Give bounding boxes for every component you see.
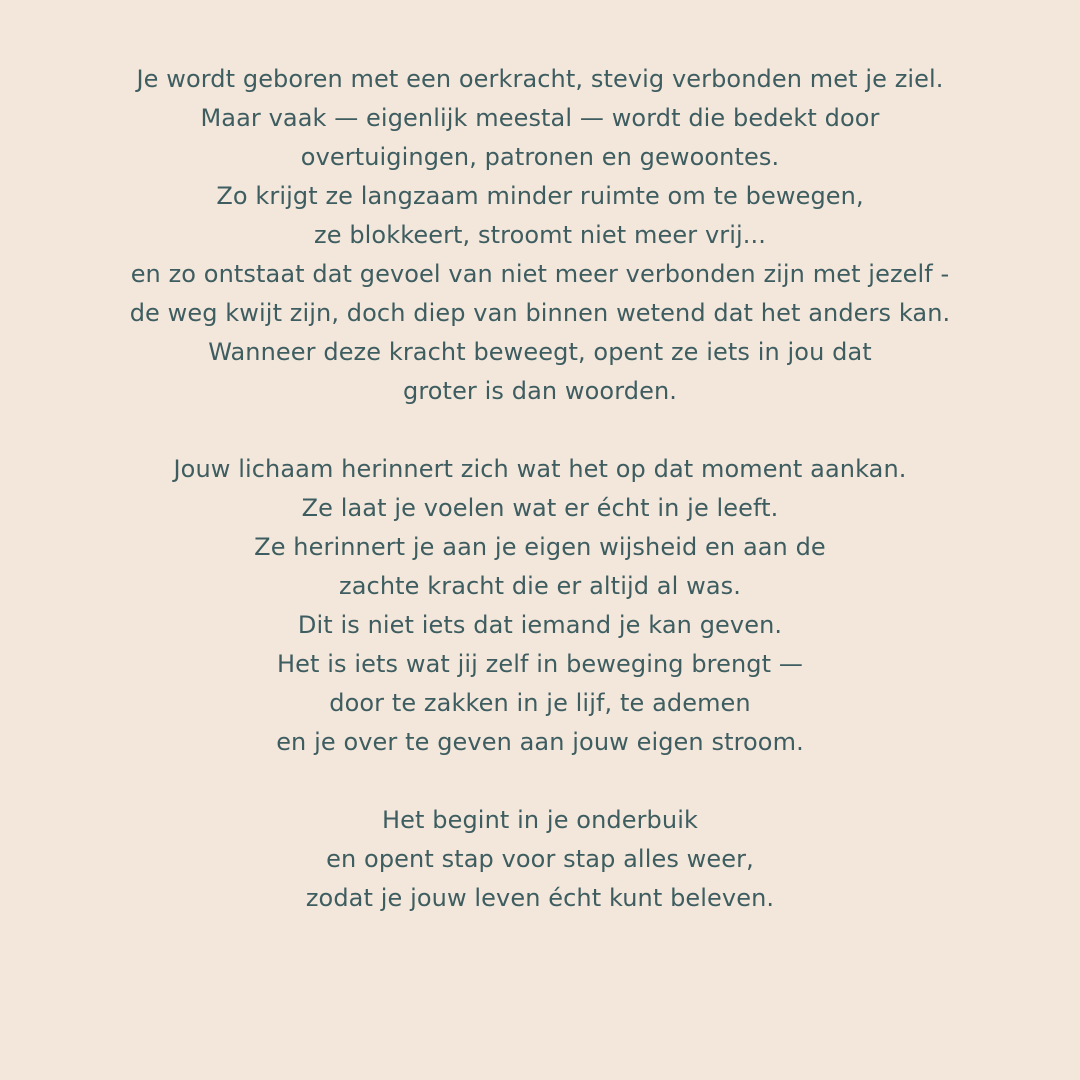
poem-line: en opent stap voor stap alles weer, <box>326 845 754 873</box>
poem-line: Maar vaak — eigenlijk meestal — wordt die bedekt door <box>200 104 880 132</box>
poem-line: Wanneer deze kracht beweegt, opent ze iets in jou dat <box>208 338 872 366</box>
poem-line: zachte kracht die er altijd al was. <box>339 572 741 600</box>
poem-line: Jouw lichaam herinnert zich wat het op dat moment aankan. <box>173 455 907 483</box>
poem-line: Het is iets wat jij zelf in beweging brengt — <box>277 650 803 678</box>
poem-line: Zo krijgt ze langzaam minder ruimte om te bewegen, <box>216 182 864 210</box>
poem-line: groter is dan woorden. <box>403 377 677 405</box>
poem-line: Ze laat je voelen wat er écht in je leeft. <box>301 494 779 522</box>
poem-line: Het begint in je onderbuik <box>382 806 698 834</box>
poem-line: zodat je jouw leven écht kunt beleven. <box>305 884 775 912</box>
poem-line: en je over te geven aan jouw eigen stroom. <box>276 728 804 756</box>
poem-line: Je wordt geboren met een oerkracht, stevig verbonden met je ziel. <box>136 65 944 93</box>
poem-line: door te zakken in je lijf, te ademen <box>329 689 751 717</box>
poem-line: Dit is niet iets dat iemand je kan geven. <box>297 611 783 639</box>
poem-line: overtuigingen, patronen en gewoontes. <box>300 143 780 171</box>
stanza-1 <box>0 60 1080 411</box>
poem-line: en zo ontstaat dat gevoel van niet meer verbonden zijn met jezelf - <box>130 260 950 288</box>
stanza-3 <box>0 801 1080 918</box>
poem-line: Ze herinnert je aan je eigen wijsheid en aan de <box>254 533 826 561</box>
poem-line: ze blokkeert, stroomt niet meer vrij... <box>314 221 766 249</box>
poem-text <box>0 60 1080 918</box>
stanza-2 <box>0 450 1080 762</box>
poem-line: de weg kwijt zijn, doch diep van binnen wetend dat het anders kan. <box>129 299 951 327</box>
